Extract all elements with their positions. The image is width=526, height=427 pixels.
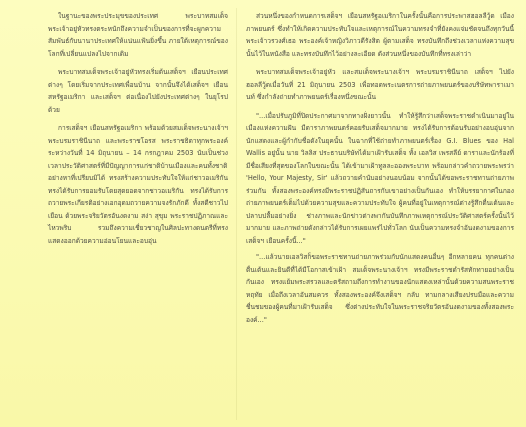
column-divider [236,8,237,420]
left-paragraph-2: พระบาทสมเด็จพระเจ้าอยู่หัวทรงเริ่มต้นเสด็จฯ เยือนประเทศต่างๆ โดยเริ่มจากประเทศเพื่อนบ้าน จากนั้นจึงได้เสด็จฯ เยือนสหรัฐอเมริกา และเสด็จฯ ต่อเนื่องไปยังประเทศต่างๆ ในยุโรปด้วย [48,68,228,114]
right-column [246,10,514,330]
quote-paragraph-2: "...แล้วนายเอลวิสก็ขอพระราชทานถ่ายภาพร่วมกับนักแสดงคนอื่นๆ อีกหลายคน ทุกคนต่างตื่นเต้นและยินดีที่ได้มีโอกาสเข้าเฝ้า สมเด็จพระนางเจ้าฯ ทรงมีพระราชดำรัสทักทายอย่างเป็นกันเอง ทรงแย้มพระสรวลและตรัสถามถึงการทำงานของนักแสดงเหล่านั้นด้วยความสนพระราชหฤทัย เมื่อถึงเวลาอันสมควร ทั้งสองพระองค์จึงเสด็จฯ กลับ ทามกลางเสียงปรบมือและความชื่นชมของผู้คนที่มาเฝ้ารับเสด็จ ซึ่งต่างประทับใจในพระราชจริยวัตรอันงดงามของทั้งสองพระองค์..." [246,253,514,324]
left-paragraph-3: การเสด็จฯ เยือนสหรัฐอเมริกา พร้อมด้วยสมเด็จพระนางเจ้าฯ พระบรมราชินีนาถ และพระราชโอรส พระราชธิดาทุกพระองค์ ระหว่างวันที่ 14 มิถุนายน – 14 กรกฎาคม 2503 นับเป็นช่วงเวลาประวัติศาสตร์ที่มีปัญญาการแก่ชาติบ้านเมืองและคนทั้งชาติอย่างหาที่เปรียบมิได้ ทรงสร้างความประทับใจให้แก่ชาวอเมริกัน ทรงได้รับการยอมรับโดยสุดยอดจากชาวอเมริกัน ทรงได้รับการถวายพระเกียรติอย่างเอกอุดมถวายความจงรักภักดี ทั้งสดีชาวไปเยือน ด้วยพระจริยวัตรอันงดงาม สง่า สุขุม พระราชปฏิภาณและไหวพริบ รวมถึงความเชี่ยวชาญในศิลปะทางดนตรีที่ทรงแสดงออกด้วยความอ่อนโยนและอบอุ่น [48,124,228,245]
left-paragraph-1: ในฐานะของพระประมุขของประเทศ พระบาทสมเด็จพระเจ้าอยู่หัวทรงตระหนักถึงความจำเป็นของการที่จะผูกความสัมพันธ์กับนานาประเทศให้แน่นแฟ้นยิ่งขึ้น ภายใต้เหตุการณ์ของโลกที่เปลี่ยนแปลงไปจากเดิม [48,12,228,58]
right-paragraph-1: ส่วนหนึ่งของกำหนดการเสด็จฯ เยือนสหรัฐอเมริกาในครั้งนั้นคือการประพาสฮอลลีวู้ด เมืองภาพยนตร์ ซึ่งทำให้เกิดความประทับใจและเหตุการณ์ในความทรงจำที่ยังคงแจ่มชัดจนถึงทุกวันนี้ พระเจ้าวรวงศ์เธอ พระองค์เจ้าหญิงวิภาวดีรังสิต ผู้ตามเสด็จ ทรงบันทึกถึงช่วงเวลาแห่งความสุขนั้นไว้ในหนังสือ และทรงบันทึกไว้อย่างละเอียด ดังส่วนหนึ่งของบันทึกที่ทรงเล่าว่า [246,12,514,58]
left-column [48,10,228,253]
quote-paragraph-1: "...เมื่อปรับภูมิที่ปิดประกาศมาจากทางฝั่งยาวนั้น ทำให้รู้สึกว่าเสด็จพระราชดำเนินมาอยู่ในเมืองแห่งความฝัน มีดาราภาพยนตร์คอยรับเสด็จมากมาย ทรงได้รับการต้อนรับอย่างอบอุ่นจากนักแสดงและผู้กำกับชื่อดังในยุคนั้น ในฉากที่ใช้ถ่ายทำภาพยนตร์เรื่อง G.I. Blues ของ Hal Wallis อยู่นั้น นาย วิลลิส ประธานบริษัทได้มาเฝ้ารับเสด็จ ทั้ง เอลวิส เพรสลีย์ ดาราและนักร้องที่มีชื่อเสียงที่สุดของโลกในขณะนั้น ได้เข้ามาเฝ้าทูลละอองพระบาท พร้อมกล่าวคำถวายพระพรว่า 'Hello, Your Majesty, Sir' แล้วถวายคำนับอย่างนอบน้อม จากนั้นได้ขอพระราชทานถ่ายภาพร่วมกัน ทั้งสองพระองค์ทรงมีพระราชปฏิสันถารกับเขาอย่างเป็นกันเอง ทำให้บรรยากาศในกองถ่ายภาพยนตร์เต็มไปด้วยความสุขและความประทับใจ ผู้คนที่อยู่ในเหตุการณ์ต่างรู้สึกตื่นเต้นและปลาบปลื้มอย่างยิ่ง ช่างภาพและนักข่าวต่างพากันบันทึกภาพเหตุการณ์ประวัติศาสตร์ครั้งนั้นไว้มากมาย และภาพถ่ายดังกล่าวได้รับการเผยแพร่ไปทั่วโลก นับเป็นความทรงจำอันงดงามของการเสด็จฯ เยือนครั้งนี้..." [246,111,514,245]
right-paragraph-2: พระบาทสมเด็จพระเจ้าอยู่หัว และสมเด็จพระนางเจ้าฯ พระบรมราชินีนาถ เสด็จฯ ไปยังฮอลลีวู้ดเมื่อวันที่ 21 มิถุนายน 2503 เพื่อทอดพระเนตรการถ่ายภาพยนตร์ของบริษัทพาราเมานท์ ซึ่งกำลังถ่ายทำภาพยนตร์เรื่องหนึ่งขณะนั้น [246,68,514,101]
